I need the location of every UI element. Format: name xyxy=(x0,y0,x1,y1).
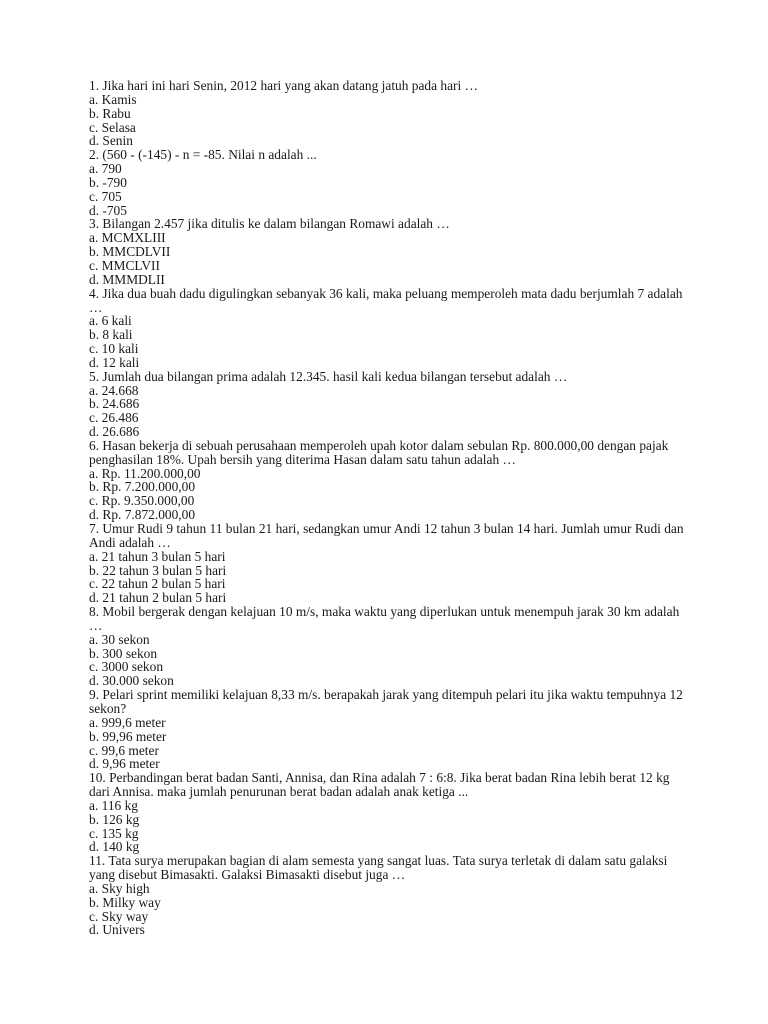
question-text: 5. Jumlah dua bilangan prima adalah 12.345. hasil kali kedua bilangan tersebut adalah … xyxy=(89,368,568,384)
question-1-option-c: c. Selasa xyxy=(89,119,136,135)
question-text: 8. Mobil bergerak dengan kelajuan 10 m/s, maka waktu yang diperlukan untuk menempuh jarak 30 km adalah … xyxy=(89,604,680,633)
question-8-option-a: a. 30 sekon xyxy=(89,631,150,647)
question-6-option-b: b. Rp. 7.200.000,00 xyxy=(89,479,196,495)
option-list xyxy=(89,633,689,688)
question-8-option-d: d. 30.000 sekon xyxy=(89,673,174,689)
question-3-option-b: b. MMCDLVII xyxy=(89,244,171,260)
question-2-option-a: a. 790 xyxy=(89,161,122,177)
question-9-option-d: d. 9,96 meter xyxy=(89,756,160,772)
question-10-option-c: c. 135 kg xyxy=(89,825,139,841)
question-10-option-a: a. 116 kg xyxy=(89,797,138,813)
question-4-option-b: b. 8 kali xyxy=(89,327,133,343)
option-list xyxy=(89,384,689,439)
question-7-option-c: c. 22 tahun 2 bulan 5 hari xyxy=(89,576,226,592)
question-3 xyxy=(89,217,689,286)
option-list xyxy=(89,716,689,771)
document-page xyxy=(89,79,689,937)
question-8-option-b: b. 300 sekon xyxy=(89,645,158,661)
question-4-option-c: c. 10 kali xyxy=(89,341,139,357)
question-7-option-a: a. 21 tahun 3 bulan 5 hari xyxy=(89,548,226,564)
question-11-option-d: d. Univers xyxy=(89,922,145,938)
question-5 xyxy=(89,370,689,439)
question-text: 9. Pelari sprint memiliki kelajuan 8,33 m/s. berapakah jarak yang ditempuh pelari itu jika waktu tempuhnya 12 sekon? xyxy=(89,687,683,716)
question-1-option-a: a. Kamis xyxy=(89,91,137,107)
question-text: 7. Umur Rudi 9 tahun 11 bulan 21 hari, sedangkan umur Andi 12 tahun 3 bulan 14 hari. Jumlah umur Rudi dan Andi adalah … xyxy=(89,521,684,550)
question-2-option-c: c. 705 xyxy=(89,188,122,204)
question-5-option-c: c. 26.486 xyxy=(89,410,139,426)
question-1-option-d: d. Senin xyxy=(89,133,133,149)
question-8-option-c: c. 3000 sekon xyxy=(89,659,164,675)
question-6-option-a: a. Rp. 11.200.000,00 xyxy=(89,465,201,481)
question-11-option-b: b. Milky way xyxy=(89,894,161,910)
option-list xyxy=(89,162,689,217)
question-6-option-c: c. Rp. 9.350.000,00 xyxy=(89,493,195,509)
option-list xyxy=(89,314,689,369)
question-text: 4. Jika dua buah dadu digulingkan sebanyak 36 kali, maka peluang memperoleh mata dadu berjumlah 7 adalah … xyxy=(89,285,683,315)
question-7 xyxy=(89,522,689,605)
question-4-option-d: d. 12 kali xyxy=(89,354,140,370)
question-9-option-c: c. 99,6 meter xyxy=(89,742,159,758)
question-10 xyxy=(89,771,689,854)
question-4 xyxy=(89,287,689,370)
option-list xyxy=(89,799,689,854)
question-11 xyxy=(89,854,689,937)
question-7-option-d: d. 21 tahun 2 bulan 5 hari xyxy=(89,590,227,606)
question-10-option-d: d. 140 kg xyxy=(89,839,140,855)
question-2-option-d: d. -705 xyxy=(89,202,127,218)
question-3-option-c: c. MMCLVII xyxy=(89,257,160,273)
question-2-option-b: b. -790 xyxy=(89,174,127,190)
question-9 xyxy=(89,688,689,771)
question-1 xyxy=(89,79,689,148)
question-9-option-b: b. 99,96 meter xyxy=(89,728,167,744)
question-10-option-b: b. 126 kg xyxy=(89,811,140,827)
question-3-option-a: a. MCMXLIII xyxy=(89,230,166,246)
option-list xyxy=(89,550,689,605)
question-2 xyxy=(89,148,689,217)
question-11-option-a: a. Sky high xyxy=(89,880,150,896)
option-list xyxy=(89,882,689,937)
option-list xyxy=(89,231,689,286)
question-text: 2. (560 - (-145) - n = -85. Nilai n adalah ... xyxy=(89,147,317,163)
question-11-option-c: c. Sky way xyxy=(89,908,149,924)
question-5-option-d: d. 26.686 xyxy=(89,424,140,440)
question-text: 6. Hasan bekerja di sebuah perusahaan memperoleh upah kotor dalam sebulan Rp. 800.000,00 dengan pajak penghasilan 18%. Upah bersih yang diterima Hasan dalam satu tahun adalah … xyxy=(89,437,669,467)
question-5-option-b: b. 24.686 xyxy=(89,396,140,412)
question-text: 11. Tata surya merupakan bagian di alam semesta yang sangat luas. Tata surya terletak di dalam satu galaksi yang disebut Bimasakti. Galaksi Bimasakti disebut juga … xyxy=(89,853,668,883)
question-6-option-d: d. Rp. 7.872.000,00 xyxy=(89,507,196,523)
question-text: 1. Jika hari ini hari Senin, 2012 hari yang akan datang jatuh pada hari … xyxy=(89,78,478,93)
question-1-option-b: b. Rabu xyxy=(89,105,131,121)
question-4-option-a: a. 6 kali xyxy=(89,313,132,329)
question-8 xyxy=(89,605,689,688)
question-5-option-a: a. 24.668 xyxy=(89,382,139,398)
question-text: 3. Bilangan 2.457 jika ditulis ke dalam bilangan Romawi adalah … xyxy=(89,216,450,232)
question-3-option-d: d. MMMDLII xyxy=(89,271,165,287)
option-list xyxy=(89,467,689,522)
option-list xyxy=(89,93,689,148)
question-text: 10. Perbandingan berat badan Santi, Annisa, dan Rina adalah 7 : 6:8. Jika berat badan Rina lebih berat 12 kg dari Annisa. maka jumlah penurunan berat badan adalah anak ketiga ... xyxy=(89,770,670,800)
question-9-option-a: a. 999,6 meter xyxy=(89,714,166,730)
question-7-option-b: b. 22 tahun 3 bulan 5 hari xyxy=(89,562,227,578)
question-6 xyxy=(89,439,689,522)
